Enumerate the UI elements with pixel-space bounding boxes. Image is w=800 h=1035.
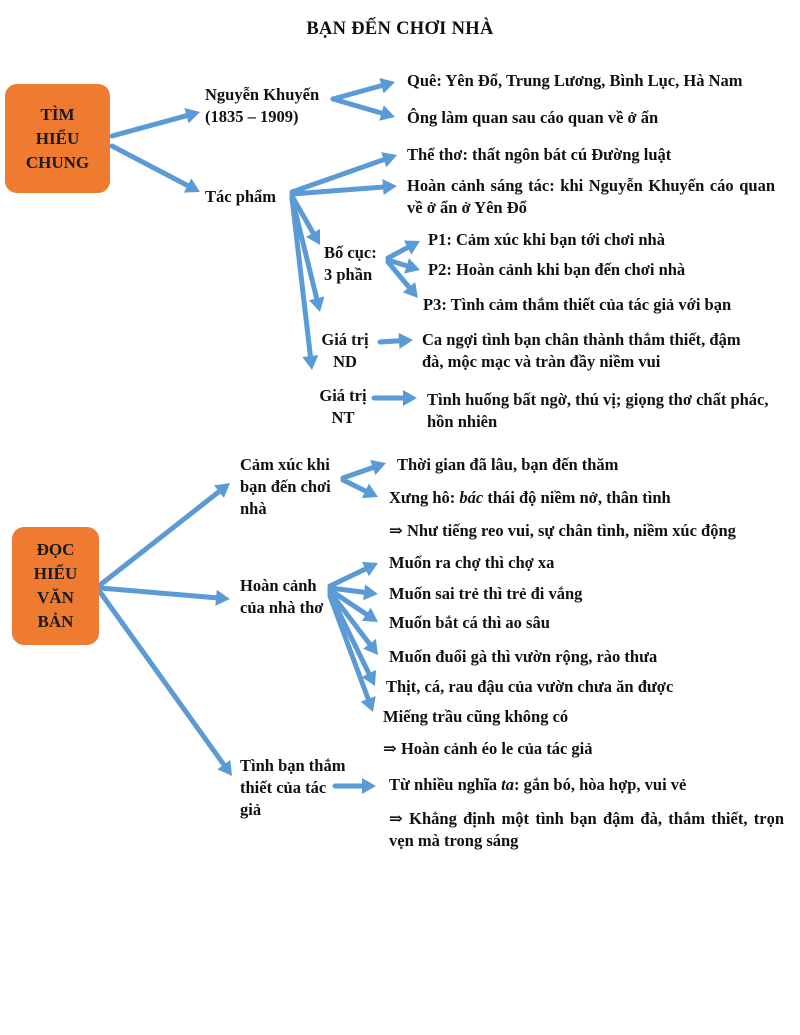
nhu-tieng-reo: ⇒ Như tiếng reo vui, sự chân tình, niềm xúc động	[389, 521, 736, 540]
xung-ho-suffix: thái độ niềm nở, thân tình	[483, 488, 671, 507]
arrow-doc-hieu-to-cam-xuc	[100, 483, 230, 585]
tu-nhieu-nghia-italic: ta	[501, 775, 515, 794]
xung-ho-prefix: Xưng hô:	[389, 488, 460, 507]
author-name: Nguyễn Khuyến	[205, 85, 320, 104]
arrow-author-to-que	[333, 78, 395, 99]
box-doc-hieu-van-ban: ĐỌC HIỂU VĂN BẢN	[12, 527, 99, 645]
tu-nhieu-nghia-prefix: Từ nhiều nghĩa	[389, 775, 502, 794]
xung-ho-italic: bác	[459, 488, 484, 507]
tu-nhieu-nghia	[389, 774, 686, 796]
hoan-canh-item-6: Miếng trầu cũng không có	[383, 707, 569, 726]
arrow-doc-hieu-to-tinh-ban	[100, 592, 232, 776]
hoan-canh-item-3: Muốn bắt cá thì ao sâu	[389, 613, 550, 632]
author-years: (1835 – 1909)	[205, 107, 299, 126]
arrow-doc-hieu-to-hoan-canh	[100, 588, 230, 606]
thoi-gian: Thời gian đã lâu, bạn đến thăm	[397, 455, 619, 474]
arrow-bo-cuc-to-p1	[388, 241, 420, 258]
hoan-canh-item-4: Muốn đuổi gà thì vườn rộng, rào thưa	[389, 647, 658, 666]
bo-cuc-label: Bố cục: 3 phần	[324, 243, 377, 284]
arrow-tim-hieu-to-tac-pham	[112, 146, 200, 193]
lam-quan: Ông làm quan sau cáo quan về ở ẩn	[407, 108, 659, 127]
cam-xuc-label: Cảm xúc khi bạn đến chơi nhà	[240, 455, 331, 518]
khang-dinh: ⇒ Khẳng định một tình bạn đậm đà, thắm thiết, trọn vẹn mà trong sáng	[389, 809, 784, 850]
box-tim-hieu-chung: TÌM HIỂU CHUNG	[5, 84, 110, 193]
bo-cuc-p2: P2: Hoàn cảnh khi bạn đến chơi nhà	[428, 260, 686, 279]
tac-pham-label: Tác phẩm	[205, 187, 277, 206]
hoan-canh-ket-luan: ⇒ Hoàn cảnh éo le của tác giả	[383, 739, 593, 758]
hoan-canh-item-1: Muốn ra chợ thì chợ xa	[389, 553, 555, 572]
arrow-nt-label-to-text	[374, 390, 417, 406]
the-tho: Thể thơ: thất ngôn bát cú Đường luật	[407, 145, 672, 164]
hoan-canh-sang-tac: Hoàn cảnh sáng tác: khi Nguyễn Khuyến cáo quan về ở ẩn ở Yên Đổ	[407, 176, 775, 217]
hoan-canh-item-5: Thịt, cá, rau đậu của vườn chưa ăn được	[386, 677, 674, 696]
arrow-author-to-lam-quan	[333, 99, 395, 121]
xung-ho	[389, 487, 671, 509]
gia-tri-nt-text: Tình huống bất ngờ, thú vị; giọng thơ chất phác, hồn nhiên	[427, 390, 769, 431]
arrow-nd-label-to-text	[380, 333, 413, 349]
tinh-ban-label: Tình bạn thắm thiết của tác giả	[240, 756, 346, 819]
tu-nhieu-nghia-suffix: : gắn bó, hòa hợp, vui vẻ	[514, 775, 687, 794]
diagram-title: BẠN ĐẾN CHƠI NHÀ	[306, 19, 494, 39]
gia-tri-nd-text: Ca ngợi tình bạn chân thành thắm thiết, đậm đà, mộc mạc và tràn đầy niềm vui	[422, 330, 741, 371]
gia-tri-nt-label: Giá trị NT	[319, 386, 367, 427]
hoan-canh-label: Hoàn cảnh của nhà thơ	[240, 576, 324, 617]
hoan-canh-item-2: Muốn sai trẻ thì trẻ đi vắng	[389, 584, 583, 603]
gia-tri-nd-label: Giá trị ND	[321, 330, 369, 371]
que-quan: Quê: Yên Đổ, Trung Lương, Bình Lục, Hà Nam	[407, 71, 743, 90]
bo-cuc-p1: P1: Cảm xúc khi bạn tới chơi nhà	[428, 230, 665, 249]
arrow-tim-hieu-to-author	[112, 108, 200, 136]
bo-cuc-p3: P3: Tình cảm thắm thiết của tác giả với bạn	[423, 295, 732, 314]
